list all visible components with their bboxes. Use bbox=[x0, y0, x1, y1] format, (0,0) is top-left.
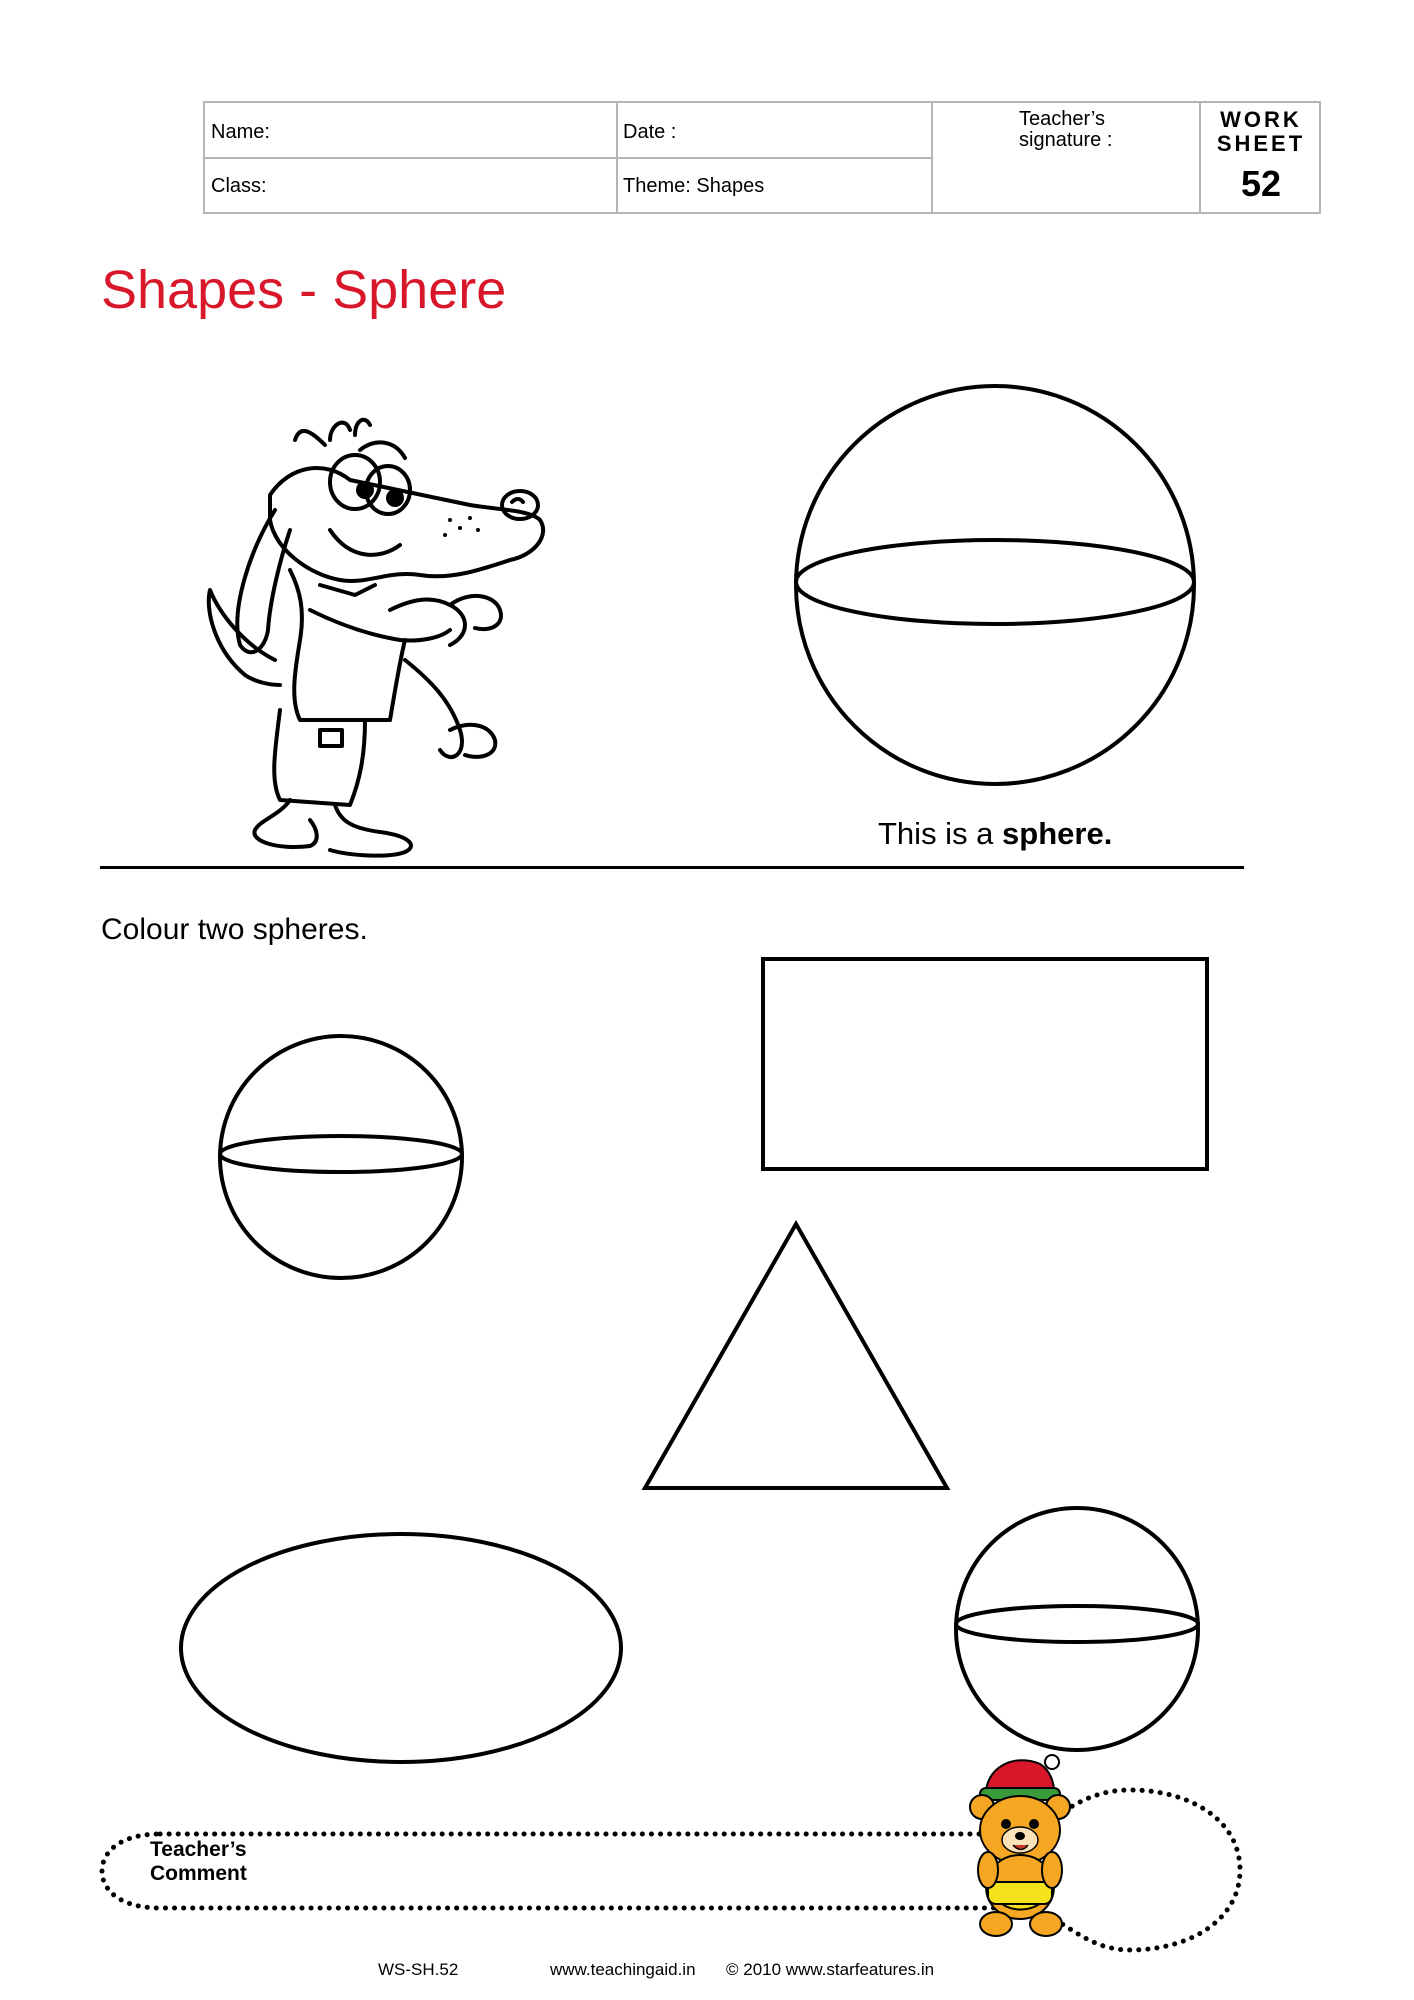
footer-website-link[interactable]: www.teachingaid.in bbox=[550, 1960, 696, 1979]
theme-label: Theme: Shapes bbox=[623, 175, 765, 197]
footer-code: WS-SH.52 bbox=[378, 1960, 459, 1979]
teacher-signature-label bbox=[1019, 109, 1112, 151]
shape-sphere-1[interactable] bbox=[216, 1032, 466, 1282]
worksheet-word-work: WORK bbox=[1220, 107, 1302, 132]
page-title: Shapes - Sphere bbox=[101, 260, 507, 320]
name-field-label: Name: bbox=[211, 121, 270, 143]
section-divider bbox=[100, 866, 1244, 869]
caption-bold-word: sphere. bbox=[1002, 816, 1113, 851]
worksheet-number: 52 bbox=[1240, 163, 1282, 204]
worksheet-badge bbox=[1201, 103, 1321, 212]
teacher-comment-label bbox=[150, 1838, 247, 1886]
class-field-label: Class: bbox=[211, 175, 267, 197]
shape-triangle[interactable] bbox=[640, 1220, 952, 1492]
caption-text: This is a bbox=[878, 816, 1003, 851]
date-field-label: Date : bbox=[623, 121, 677, 143]
shape-rectangle[interactable] bbox=[760, 956, 1210, 1172]
dog-illustration bbox=[150, 410, 570, 870]
teddy-bear-mascot bbox=[958, 1752, 1088, 1942]
teacher-signature-label-line2: signature : bbox=[1019, 129, 1113, 151]
instruction-text: Colour two spheres. bbox=[101, 913, 368, 946]
sphere-caption bbox=[878, 816, 1112, 852]
teacher-signature-label-line1: Teacher’s bbox=[1019, 108, 1105, 130]
sphere-illustration-large bbox=[790, 380, 1200, 790]
shape-ellipse[interactable] bbox=[176, 1528, 626, 1768]
divider bbox=[205, 157, 931, 159]
teacher-comment-line1: Teacher’s bbox=[150, 1838, 247, 1861]
teacher-comment-line2: Comment bbox=[150, 1862, 247, 1885]
divider bbox=[931, 103, 933, 212]
footer-copyright: © 2010 www.starfeatures.in bbox=[726, 1960, 935, 1979]
worksheet-word-sheet: SHEET bbox=[1216, 131, 1306, 156]
worksheet-header-table bbox=[203, 101, 1321, 214]
shape-sphere-2[interactable] bbox=[952, 1504, 1202, 1754]
